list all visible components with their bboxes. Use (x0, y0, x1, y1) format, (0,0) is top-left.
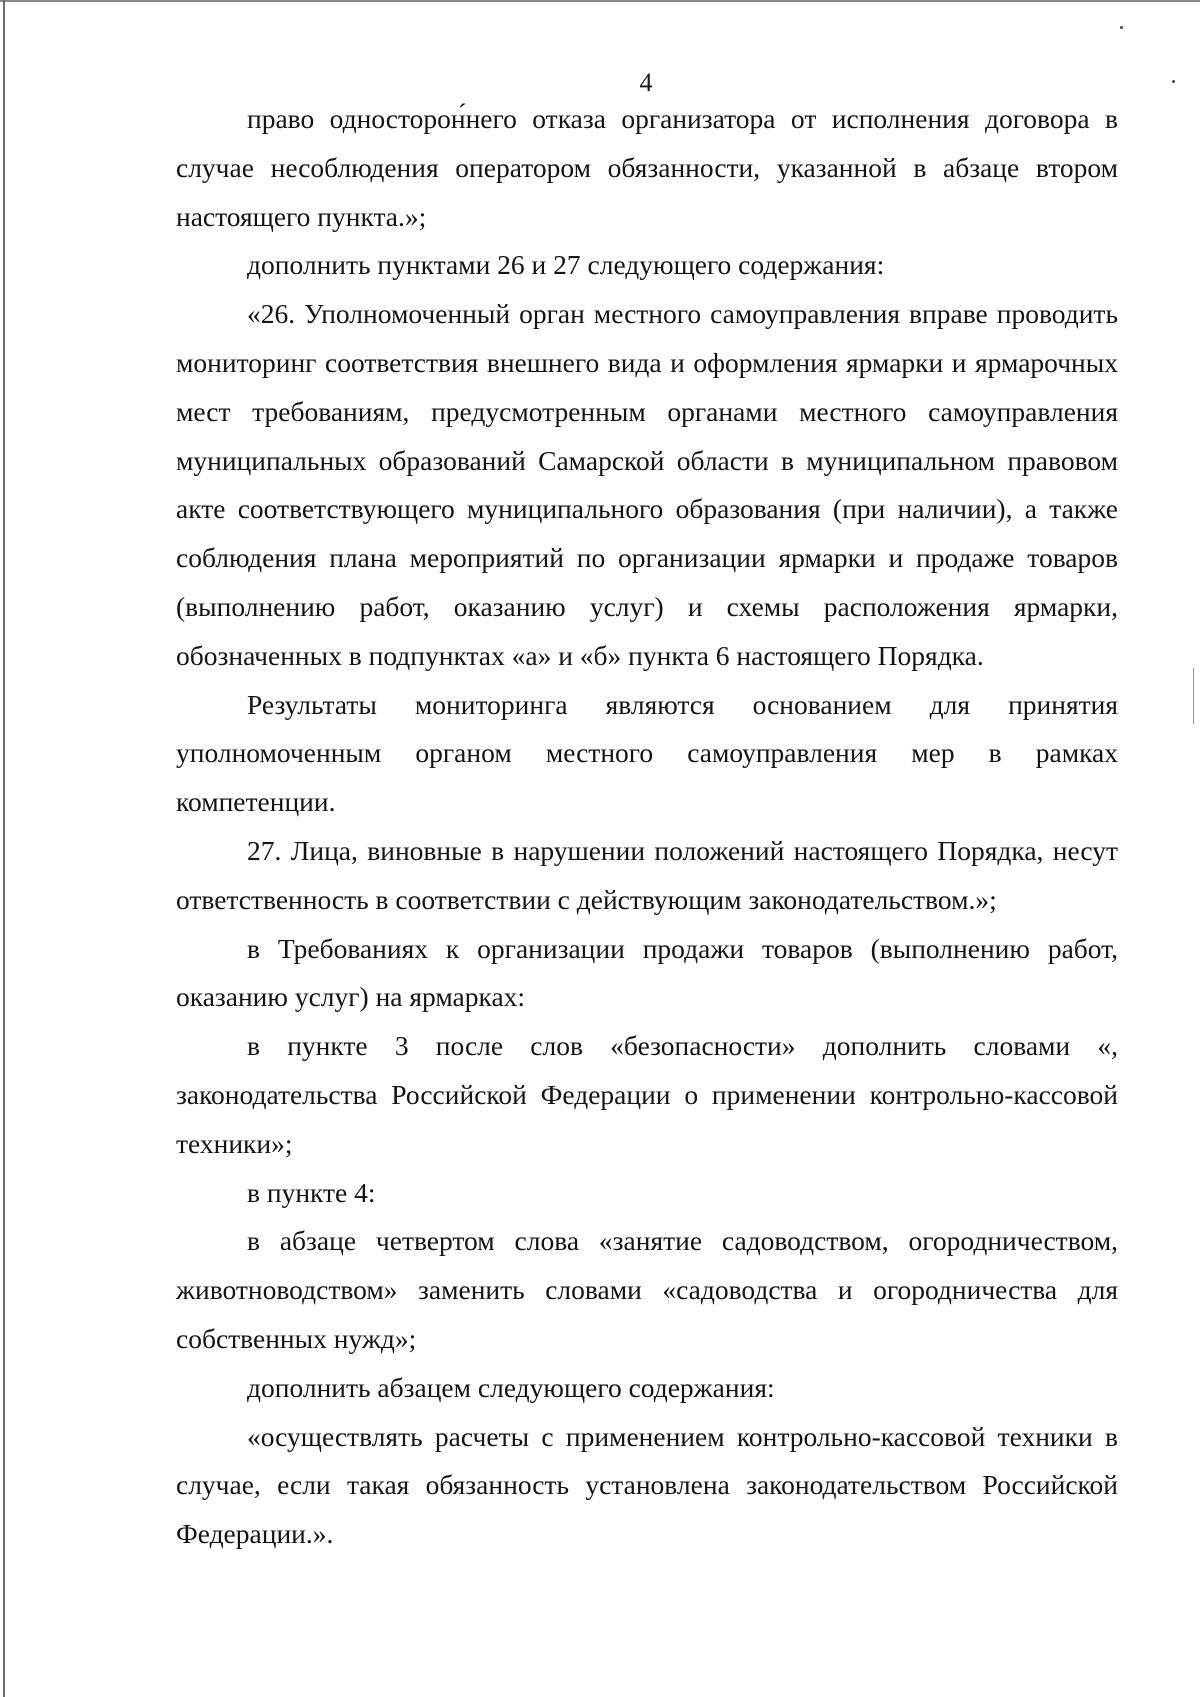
paragraph: дополнить пунктами 26 и 27 следующего содержания: (247, 249, 885, 281)
page-number: 4 (639, 68, 653, 97)
scan-speck (1120, 26, 1123, 29)
paragraph: «осуществлять расчеты с применением контрольно-кассовой техники в случае, если такая обязанность установлена законодательством Российской Федерации.». (176, 1420, 1118, 1550)
paragraph: в Требованиях к организации продажи товаров (выполнению работ, оказанию услуг) на ярмарках: (176, 932, 1118, 1013)
paragraph: «26. Уполномоченный орган местного самоуправления вправе проводить мониторинг соответствия внешнего вида и оформления ярмарки и ярмарочных мест требованиям, предусмотренным органами местного самоуправления муниципальных образований Самарской области в муниципальном правовом акте соответствующего муниципального образования (при наличии), а также соблюдения плана мероприятий по организации ярмарки и продаже товаров (выполнению работ, оказанию услуг) и схемы расположения ярмарки, обозначенных в подпунктах «а» и «б» пункта 6 настоящего Порядка. (176, 298, 1118, 671)
scan-mark (1193, 668, 1194, 724)
paragraph: право односторон́него отказа организатора от исполнения договора в случае несоблюдения оператором обязанности, указанной в абзаце втором настоящего пункта.»; (176, 103, 1118, 232)
scan-edge-top (0, 0, 1200, 2)
paragraph: в пункте 3 после слов «безопасности» дополнить словами «, законодательства Российской Федерации о применении контрольно-кассовой техники»; (176, 1030, 1118, 1159)
paragraph: Результаты мониторинга являются основанием для принятия уполномоченным органом местного самоуправления мер в рамках компетенции. (176, 688, 1118, 818)
paragraph: дополнить абзацем следующего содержания: (247, 1371, 775, 1403)
document-body (176, 95, 1118, 1559)
paragraph: в пункте 4: (247, 1176, 376, 1208)
paragraph: в абзаце четвертом слова «занятие садоводством, огородничеством, животноводством» заменить словами «садоводства и огородничества для собственных нужд»; (176, 1225, 1118, 1354)
scan-edge-left (3, 0, 5, 1697)
paragraph: 27. Лица, виновные в нарушении положений настоящего Порядка, несут ответственность в соответствии с действующим законодательством.»; (176, 834, 1118, 915)
